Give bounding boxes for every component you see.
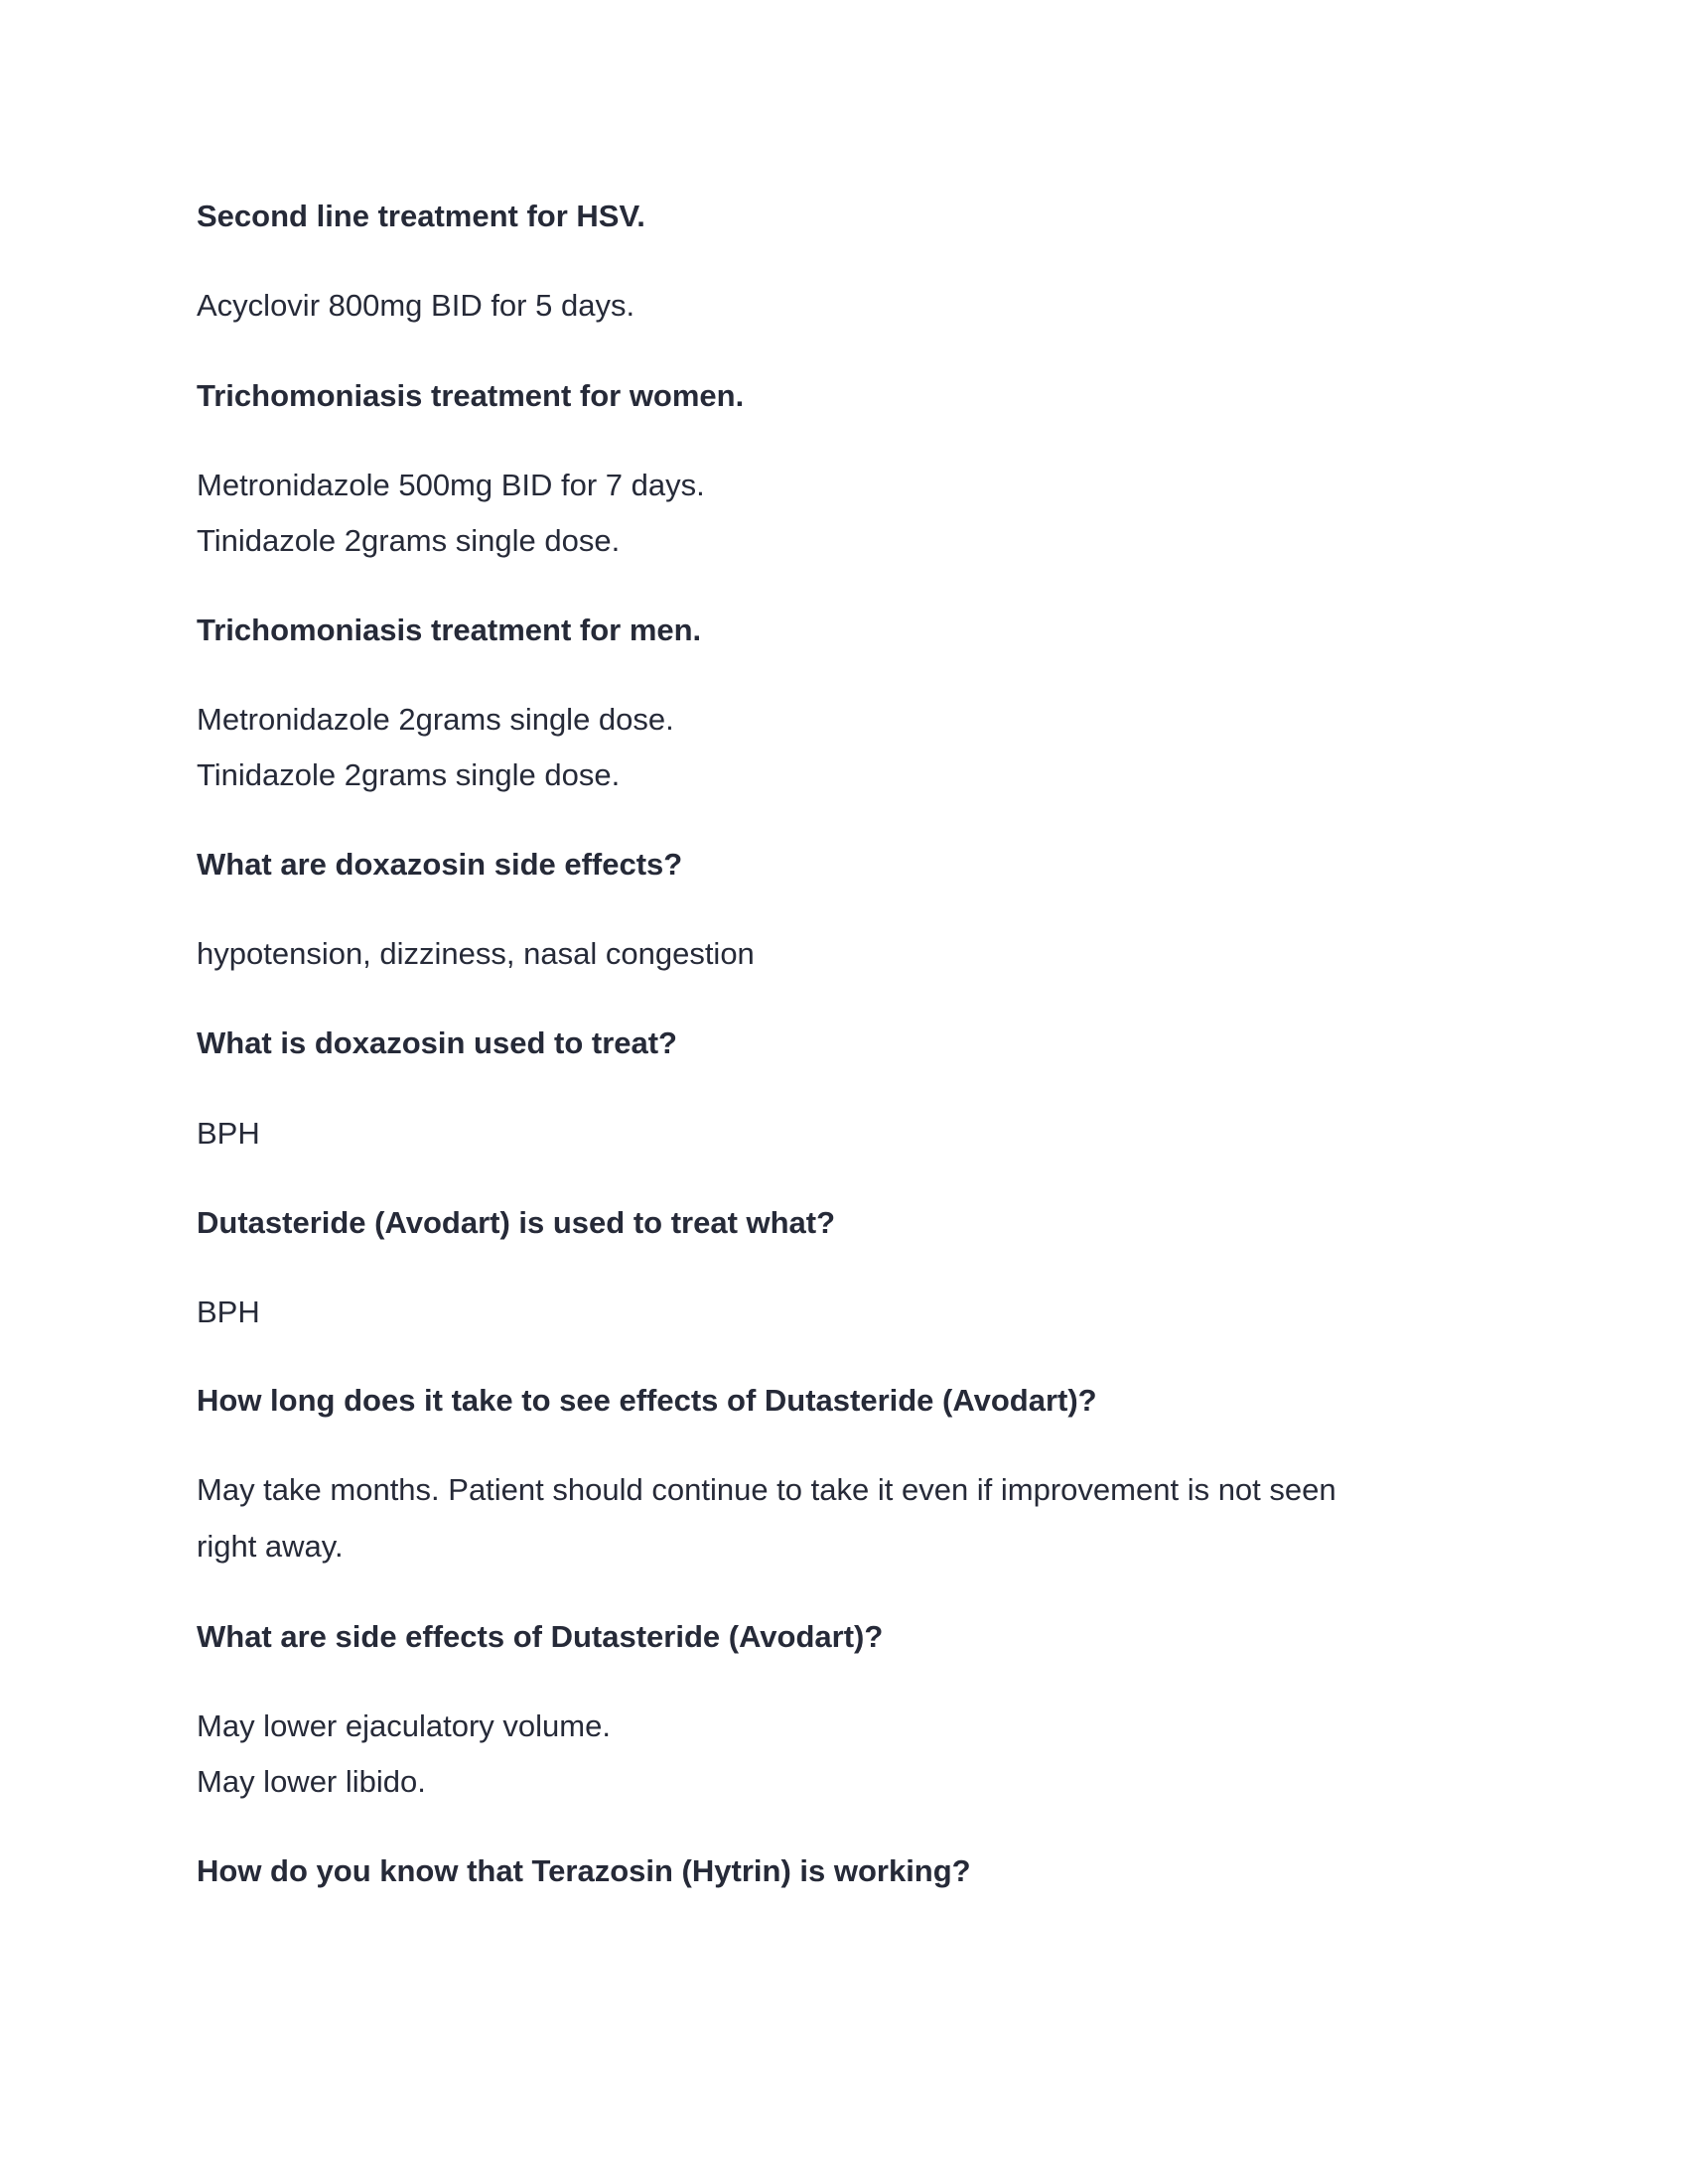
answer-line: right away. [197,1529,344,1564]
answer-line: hypotension, dizziness, nasal congestion [197,936,755,971]
question-heading: Trichomoniasis treatment for men. [197,613,702,647]
question-heading: What are doxazosin side effects? [197,847,683,882]
question-heading: Second line treatment for HSV. [197,199,645,233]
question-heading: How do you know that Terazosin (Hytrin) is working? [197,1853,971,1888]
answer-line: May take months. Patient should continue to take it even if improvement is not seen [197,1472,1336,1507]
answer-line: Tinidazole 2grams single dose. [197,757,621,792]
question-heading: Dutasteride (Avodart) is used to treat what? [197,1205,836,1240]
answer-line: Tinidazole 2grams single dose. [197,523,621,558]
answer-line: BPH [197,1116,260,1151]
answer-line: Acyclovir 800mg BID for 5 days. [197,288,635,323]
answer-line: Metronidazole 500mg BID for 7 days. [197,468,705,502]
answer-line: Metronidazole 2grams single dose. [197,702,674,737]
question-heading: What are side effects of Dutasteride (Avodart)? [197,1619,884,1654]
question-heading: Trichomoniasis treatment for women. [197,378,745,413]
answer-line: May lower libido. [197,1764,426,1799]
answer-line: BPH [197,1295,260,1329]
answer-line: May lower ejaculatory volume. [197,1708,611,1743]
question-heading: How long does it take to see effects of Dutasteride (Avodart)? [197,1383,1097,1418]
question-heading: What is doxazosin used to treat? [197,1025,677,1060]
